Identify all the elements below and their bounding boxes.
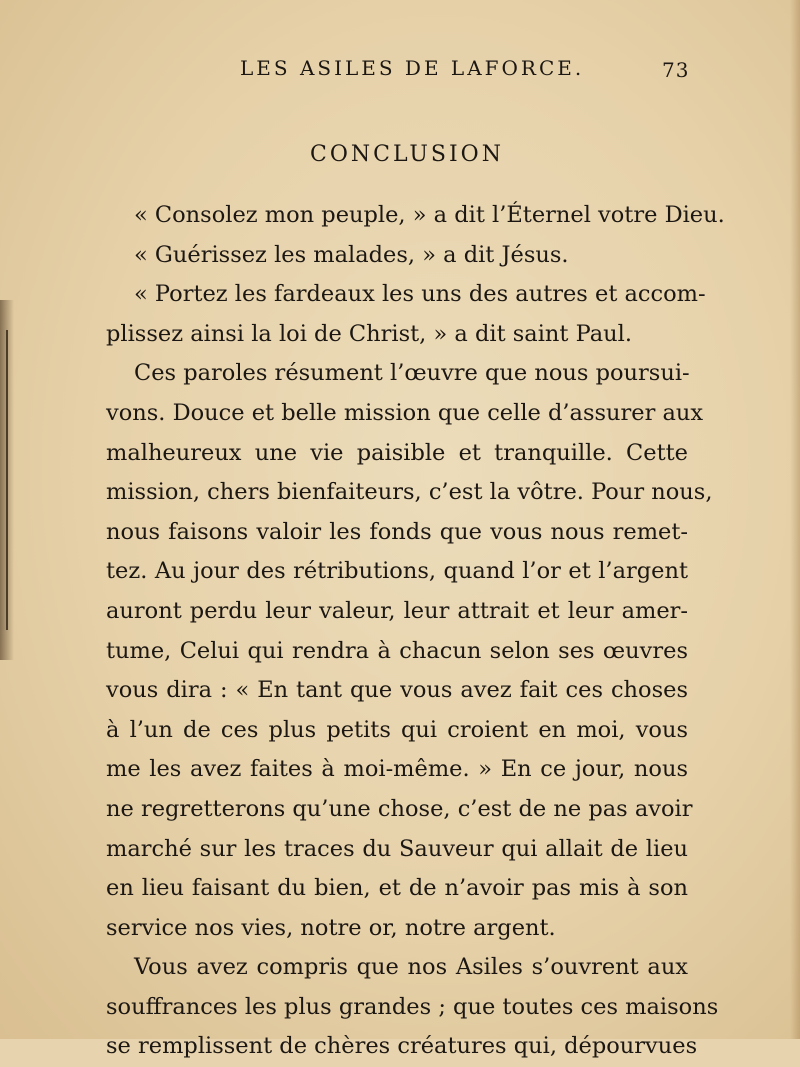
text-line: Vous avez compris que nos Asiles s’ouvrent aux: [134, 954, 688, 981]
text-line: marché sur les traces du Sauveur qui allait de lieu: [106, 835, 688, 862]
running-header: LES ASILES DE LAFORCE.: [240, 56, 585, 80]
text-line: plissez ainsi la loi de Christ, » a dit saint Paul.: [106, 320, 632, 347]
body-text: [106, 196, 725, 1067]
text-line: service nos vies, notre or, notre argent.: [106, 914, 556, 941]
text-line: me les avez faites à moi-même. » En ce jour, nous: [106, 756, 688, 783]
text-line: se remplissent de chères créatures qui, dépourvues: [106, 1033, 698, 1060]
text-line: Ces paroles résument l’œuvre que nous poursui-: [134, 360, 690, 387]
page-number: 73: [662, 58, 690, 82]
text-line: tez. Au jour des rétributions, quand l’or et l’argent: [106, 558, 688, 585]
text-line: tume, Celui qui rendra à chacun selon ses œuvres: [106, 637, 688, 664]
binding-edge: [6, 330, 8, 630]
text-line: auront perdu leur valeur, leur attrait et leur amer-: [106, 597, 688, 624]
page-edge-shading: [790, 0, 800, 1039]
text-line: « Portez les fardeaux les uns des autres et accom-: [134, 281, 706, 308]
text-line: à l’un de ces plus petits qui croient en moi, vous: [106, 716, 688, 743]
text-line: nous faisons valoir les fonds que vous nous remet-: [106, 518, 688, 545]
text-line: souffrances les plus grandes ; que toutes ces maisons: [106, 993, 719, 1020]
text-line: mission, chers bienfaiteurs, c’est la vôtre. Pour nous,: [106, 479, 713, 506]
text-line: en lieu faisant du bien, et de n’avoir pas mis à son: [106, 875, 688, 902]
section-title: CONCLUSION: [310, 142, 504, 167]
text-line: « Guérissez les malades, » a dit Jésus.: [134, 241, 569, 268]
text-line: vons. Douce et belle mission que celle d’assurer aux: [106, 399, 704, 426]
text-line: « Consolez mon peuple, » a dit l’Éternel votre Dieu.: [134, 202, 725, 228]
text-line: ne regretterons qu’une chose, c’est de ne pas avoir: [106, 795, 693, 822]
text-line: vous dira : « En tant que vous avez fait ces choses: [106, 677, 688, 704]
text-line: malheureux une vie paisible et tranquille. Cette: [106, 439, 688, 466]
